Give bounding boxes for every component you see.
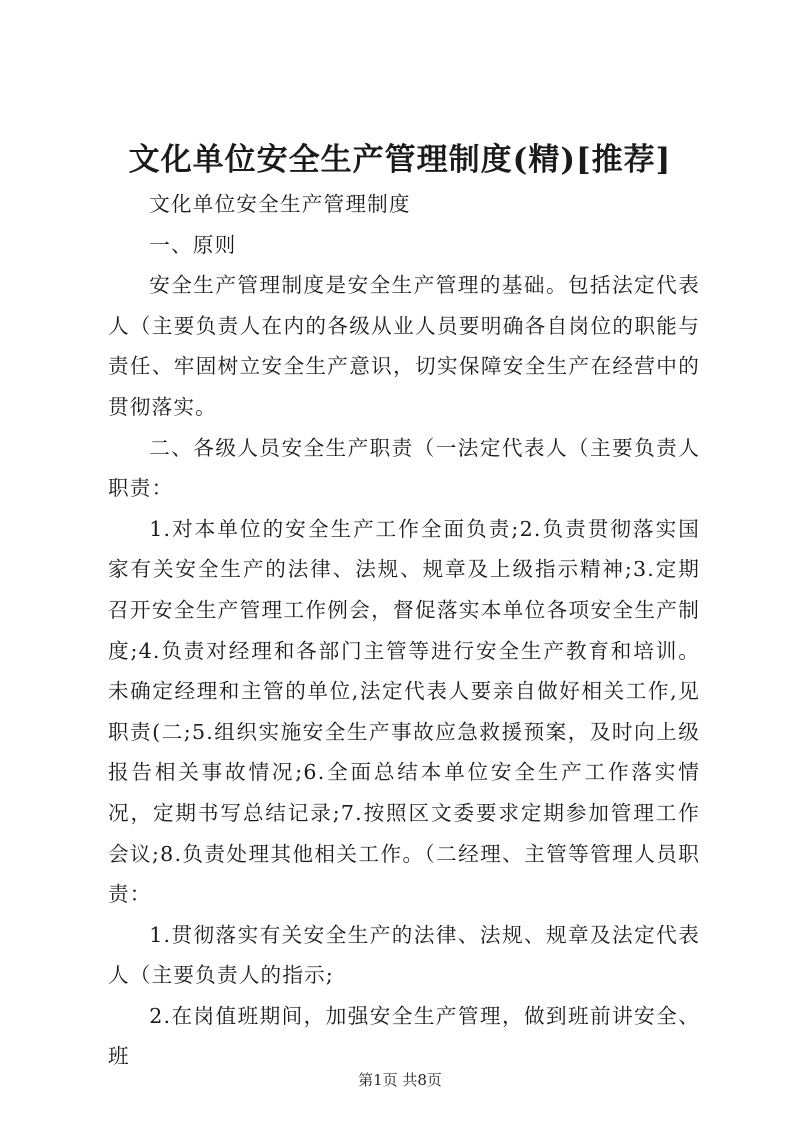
page-number-footer: 第1页 共8页 <box>358 1071 442 1089</box>
paragraph-subtitle: 文化单位安全生产管理制度 <box>149 192 411 216</box>
document-title: 文化单位安全生产管理制度(精)[推荐] <box>128 142 672 178</box>
paragraph-manager-duty-1: 1.贯彻落实有关安全生产的法律、法规、规章及法定代表人（主要负责人的指示; <box>108 922 700 988</box>
paragraph-principle: 安全生产管理制度是安全生产管理的基础。包括法定代表人（主要负责人在内的各级从业人员要明确各自岗位的职能与责任、牢固树立安全生产意识，切实保障安全生产在经营中的贯彻落实。 <box>108 273 700 419</box>
paragraph-section-heading-principle: 一、原则 <box>149 232 237 257</box>
paragraph-section-heading-duties: 二、各级人员安全生产职责（一法定代表人（主要负责人职责： <box>108 435 700 501</box>
paragraph-manager-duty-2: 2.在岗值班期间，加强安全生产管理，做到班前讲安全、班 <box>108 1003 700 1069</box>
paragraph-legal-representative-duties: 1.对本单位的安全生产工作全面负责;2.负责贯彻落实国家有关安全生产的法律、法规、规章及上级指示精神;3.定期召开安全生产管理工作例会，督促落实本单位各项安全生产制度;4.负责对经理和各部门主管等进行安全生产教育和培训。未确定经理和主管的单位,法定代表人要亲自做好相关工作,见职责(二;5.组织实施安全生产事故应急救援预案，及时向上级报告相关事故情况;6.全面总结本单位安全生产工作落实情况，定期书写总结记录;7.按照区文委要求定期参加管理工作会议;8.负责处理其他相关工作。（二经理、主管等管理人员职责： <box>108 516 700 907</box>
document-body <box>108 184 700 1077</box>
